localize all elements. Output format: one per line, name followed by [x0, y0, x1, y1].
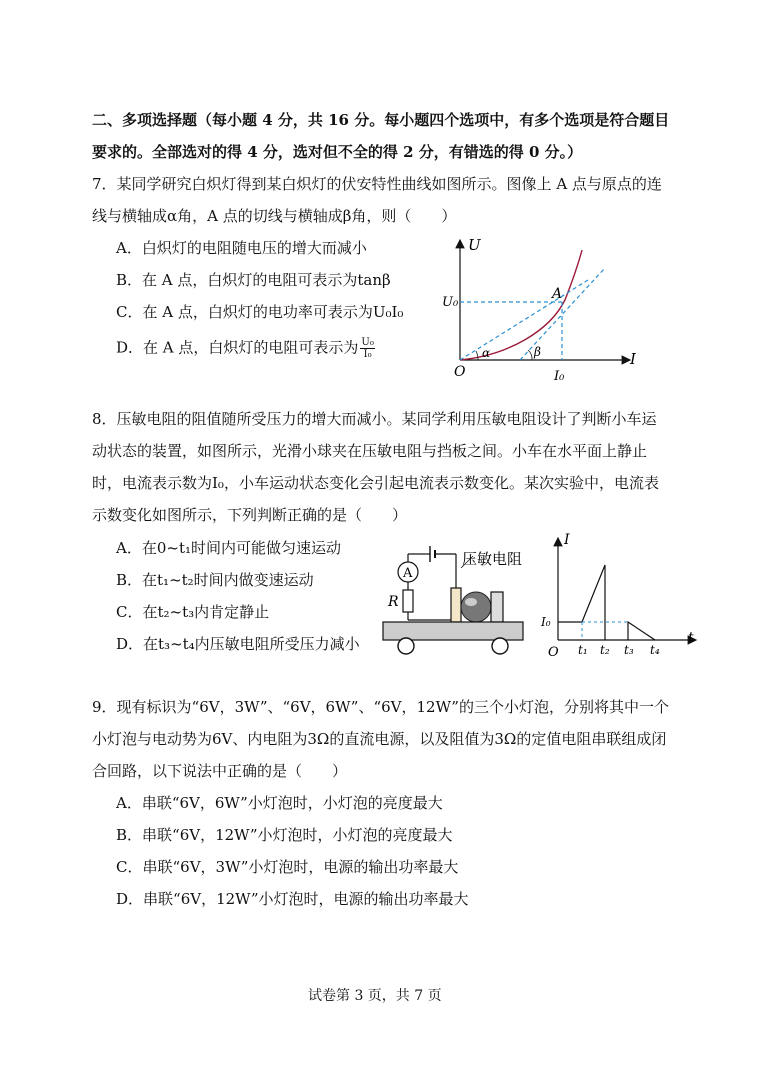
q9-option-b: B．串联“6V，12W”小灯泡时，小灯泡的亮度最大	[116, 826, 453, 844]
q7-option-b: B．在 A 点，白炽灯的电阻可表示为tanβ	[116, 271, 391, 289]
q8-sensor-label: 压敏电阻	[462, 550, 523, 568]
q8-stem-line-4: 示数变化如图所示，下列判断正确的是（ ）	[92, 506, 408, 524]
q7-beta-label: β	[534, 345, 541, 359]
q8-option-b: B．在t₁~t₂时间内做变速运动	[116, 571, 314, 589]
q8-stem-line-2: 动状态的装置，如图所示，光滑小球夹在压敏电阻与挡板之间。小车在水平面上静止	[92, 442, 648, 460]
q7-stem-line-1: 7．某同学研究白炽灯得到某白炽灯的伏安特性曲线如图所示。图像上 A 点与原点的连	[92, 175, 662, 193]
q9-stem-line-2: 小灯泡与电动势为6V、内电阻为3Ω的直流电源，以及阻值为3Ω的定值电阻串联组成闭	[92, 730, 667, 748]
section-header-line-1: 二、多项选择题（每小题 4 分，共 16 分。每小题四个选项中，有多个选项是符合题目	[92, 111, 670, 129]
q9-stem-line-1: 9．现有标识为“6V，3W”、“6V，6W”、“6V，12W”的三个小灯泡，分别将其中一个	[92, 698, 669, 716]
q8-current-trace-2	[628, 622, 655, 640]
q8-ball	[461, 592, 491, 622]
q7-fraction-denominator: I₀	[363, 349, 372, 360]
page-footer: 试卷第 3 页，共 7 页	[308, 988, 442, 1004]
q8-pressure-sensor	[451, 588, 461, 622]
q8-resistor-label: R	[388, 594, 399, 610]
q9-option-d: D．串联“6V，12W”小灯泡时，电源的输出功率最大	[116, 890, 469, 908]
q8-t4-label: t₄	[650, 643, 660, 657]
q7-axis-i-label: I	[630, 350, 636, 368]
section-header-line-2: 要求的。全部选对的得 4 分，选对但不全的得 2 分，有错选的得 0 分。）	[92, 143, 583, 161]
q8-t2-label: t₂	[600, 643, 610, 657]
q8-option-a: A．在0~t₁时间内可能做匀速运动	[116, 539, 341, 557]
q8-cart-wheel-right	[492, 638, 508, 654]
q7-secant-line	[460, 280, 588, 360]
q8-ammeter-label: A	[403, 566, 413, 581]
q8-resistor	[403, 590, 413, 612]
q7-alpha-arc	[476, 351, 478, 360]
q8-device-diagram	[378, 540, 528, 660]
q7-u0-label: U₀	[442, 295, 459, 310]
q9-option-c: C．串联“6V，3W”小灯泡时，电源的输出功率最大	[116, 858, 459, 876]
q8-option-d: D．在t₃~t₄内压敏电阻所受压力减小	[116, 635, 360, 653]
q8-axis-i-label: I	[564, 532, 570, 548]
q8-stem-line-1: 8．压敏电阻的阻值随所受压力的增大而减小。某同学利用压敏电阻设计了判断小车运	[92, 410, 657, 428]
q8-t1-label: t₁	[578, 643, 588, 657]
q8-t3-label: t₃	[624, 643, 634, 657]
q7-option-d-text: D．在 A 点，白炽灯的电阻可表示为	[116, 338, 359, 357]
q8-baffle	[491, 592, 503, 622]
q8-it-graph	[538, 530, 703, 660]
q8-ball-highlight	[465, 598, 477, 606]
q8-origin-label: O	[548, 645, 559, 660]
q7-origin-label: O	[454, 364, 466, 380]
q7-stem-line-2: 线与横轴成α角，A 点的切线与横轴成β角，则（ ）	[92, 207, 457, 225]
q7-point-a-label: A	[552, 286, 563, 302]
q8-i0-label: I₀	[541, 615, 551, 629]
q7-curve	[460, 250, 582, 360]
q7-alpha-label: α	[482, 346, 491, 360]
q9-stem-line-3: 合回路，以下说法中正确的是（ ）	[92, 762, 348, 780]
q7-option-c: C．在 A 点，白炽灯的电功率可表示为U₀I₀	[116, 303, 404, 321]
q8-cart-wheel-left	[398, 638, 414, 654]
q7-i0-label: I₀	[554, 369, 565, 384]
q9-option-a: A．串联“6V，6W”小灯泡时，小灯泡的亮度最大	[116, 794, 443, 812]
q7-beta-arc	[528, 350, 532, 360]
q7-fraction	[360, 337, 374, 360]
q8-cart-body	[383, 622, 523, 640]
q7-axis-u-label: U	[468, 236, 481, 254]
q7-option-d	[116, 337, 375, 360]
q7-iu-graph	[420, 230, 650, 390]
q8-stem-line-3: 时，电流表示数为I₀，小车运动状态变化会引起电流表示数变化。某次实验中，电流表	[92, 474, 659, 492]
q8-axis-t-label: t	[688, 630, 694, 646]
q8-option-c: C．在t₂~t₃内肯定静止	[116, 603, 270, 621]
q7-option-a: A．白炽灯的电阻随电压的增大而减小	[116, 239, 367, 257]
q7-fraction-numerator: U₀	[361, 337, 374, 348]
